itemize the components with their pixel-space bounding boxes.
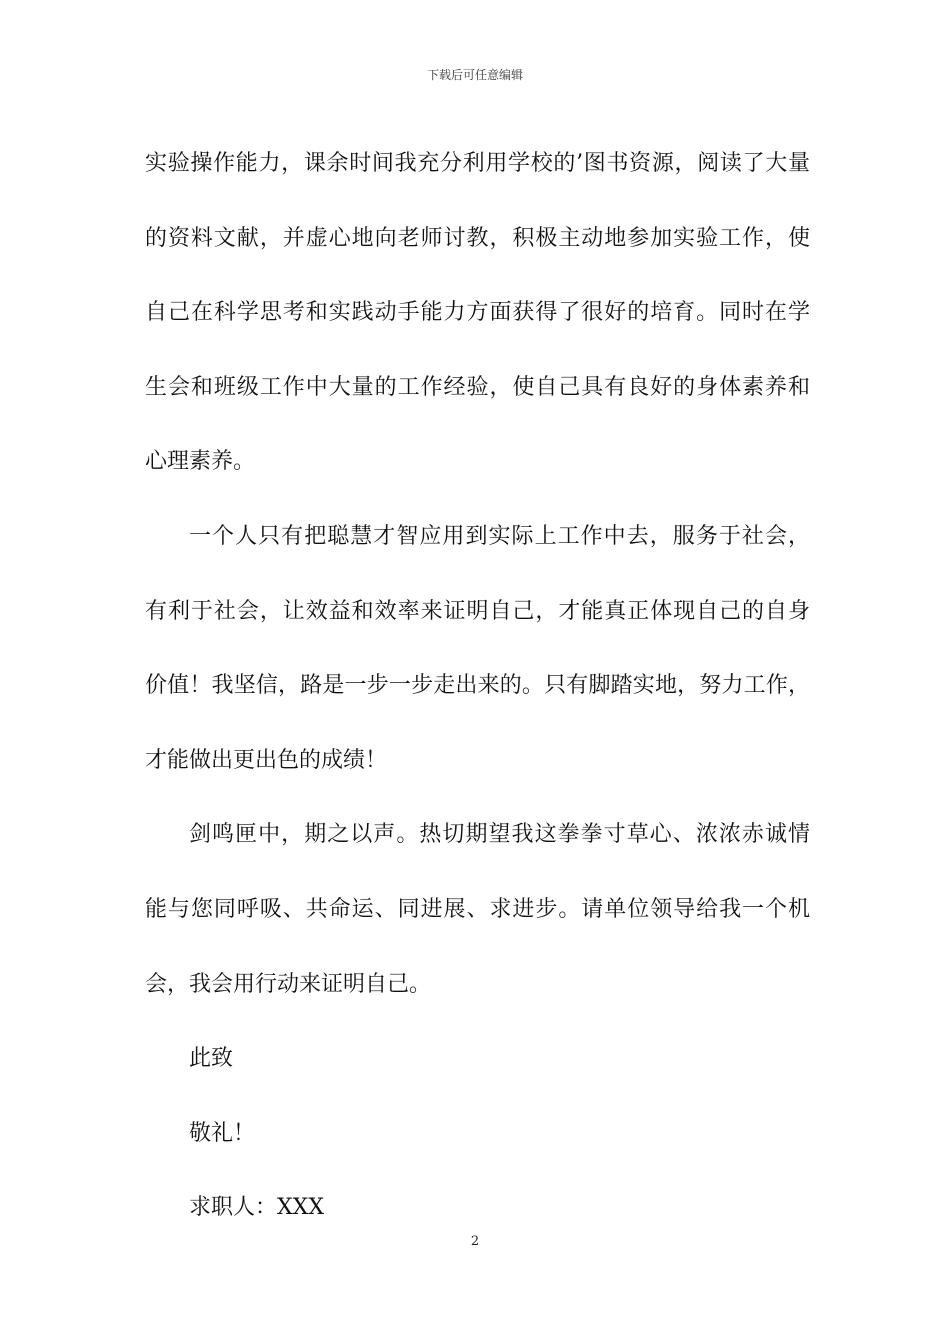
body-line: 有利于社会，让效益和效率来证明自己，才能真正体现自己的自身 (145, 598, 810, 624)
body-line: 才能做出更出色的成绩！ (145, 747, 388, 773)
body-line: 能与您同呼吸、共命运、同进展、求进步。请单位领导给我一个机 (145, 896, 810, 922)
page-number: 2 (470, 1234, 480, 1249)
paragraph-start-line: 剑鸣匣中，期之以声。热切期望我这拳拳寸草心、浓浓赤诚情 (189, 822, 810, 848)
signature-line: 求职人：XXX (189, 1195, 324, 1221)
body-line: 实验操作能力，课余时间我充分利用学校的’图书资源，阅读了大量 (145, 151, 810, 176)
document-body (145, 127, 810, 1246)
body-line: 自己在科学思考和实践动手能力方面获得了很好的培育。同时在学 (145, 300, 810, 326)
body-line: 价值！我坚信，路是一步一步走出来的。只有脚踏实地，努力工作， (145, 673, 810, 699)
page-header: 下载后可任意编辑 (426, 68, 523, 82)
body-line: 心理素养。 (145, 449, 256, 475)
body-line: 的资料文献，并虚心地向老师讨教，积极主动地参加实验工作，使 (145, 225, 810, 251)
paragraph-start-line: 一个人只有把聪慧才智应用到实际上工作中去，服务于社会， (189, 523, 810, 549)
body-line: 生会和班级工作中大量的工作经验，使自己具有良好的身体素养和 (145, 374, 810, 400)
closing-salutation: 此致 (189, 1046, 234, 1072)
closing-regards: 敬礼！ (189, 1120, 256, 1146)
body-line: 会，我会用行动来证明自己。 (145, 971, 432, 997)
